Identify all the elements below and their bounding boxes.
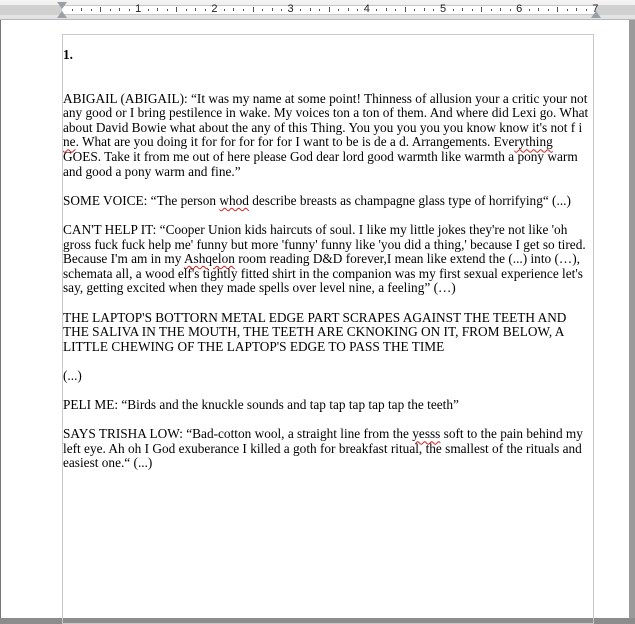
paragraph-text: THE LAPTOP'S BOTTORN METAL EDGE PART SCRAPES AGAINST THE TEETH AND THE SALIVA IN THE MOUTH, THE TEETH ARE CKNOKING ON IT, FROM BELOW, A LITTLE CHEWING OF THE LAPTOP'S EDGE TO PASS THE TIME	[63, 309, 567, 354]
right-indent-marker[interactable]	[591, 11, 601, 18]
ruler-tick	[453, 9, 454, 11]
paragraph-text: “Cooper Union kids haircuts of soul. I like my little jokes they're not like 'oh gross fuck fuck help me' funny but more 'funny' funny like 'you did a thing,' because I get so tired. Because I'm am in my	[63, 221, 586, 267]
ruler-tick	[300, 9, 301, 11]
speaker-label: SOME VOICE:	[63, 192, 148, 208]
ruler-tick	[119, 8, 120, 11]
ruler-tick	[424, 8, 425, 11]
ruler-tick	[338, 9, 339, 11]
ruler-tick	[195, 8, 196, 11]
ruler-number: 6	[516, 3, 523, 15]
paragraph-text: GOES. Take it from me out of here please God dear lord good warmth like warmth a pony warm and good a pony warm and fine.”	[63, 148, 578, 179]
ruler-left-margin	[0, 5, 62, 15]
ruler-tick	[148, 9, 149, 11]
ruler-number: 3	[287, 3, 294, 15]
ruler-tick	[462, 8, 463, 11]
ruler-number: 1	[135, 3, 142, 15]
ruler-tick	[386, 8, 387, 11]
paragraph	[63, 92, 593, 180]
ruler-tick	[348, 8, 349, 11]
speaker-label: CAN'T HELP IT:	[63, 221, 157, 237]
paragraph-text: (...)	[63, 367, 82, 383]
speaker-label: PELI ME:	[63, 397, 119, 413]
ruler-tick	[538, 8, 539, 11]
ruler-tick	[510, 9, 511, 11]
ruler-tick	[491, 9, 492, 11]
paragraph-text: “It was my name at some point! Thinness of allusion your a critic your not any good or I bring pestilence in wake. My voices ton a ton of them. And where did Lexi go. What about David Bowie what about the any of this Thing. You you you you you know know it's not f i	[63, 90, 589, 135]
ruler-tick	[472, 9, 473, 11]
ruler-tick	[253, 7, 254, 12]
ruler-tick	[395, 9, 396, 11]
ruler-tick	[548, 9, 549, 11]
ruler-tick	[405, 7, 406, 12]
paragraph-text: describe breasts as champagne glass type of horrifying“ (...)	[248, 192, 571, 208]
paragraph-text: room reading D&D forever,I mean like extend the (...) into (…), schemata all, a wood elf's tightly fitted shirt in the companion was my first sexual experience let's say, getting excited when they made spells over level nine, a feeling” (…)	[63, 251, 583, 296]
ruler-tick	[586, 9, 587, 11]
misspelled-word[interactable]: rything	[514, 134, 553, 150]
paragraph-list	[63, 92, 593, 471]
misspelled-word[interactable]: whod	[219, 192, 249, 208]
misspelled-word[interactable]: yesss	[412, 426, 441, 442]
ruler-tick	[205, 9, 206, 11]
ruler-tick	[319, 9, 320, 11]
misspelled-word[interactable]: ne	[63, 134, 76, 150]
ruler-tick	[100, 7, 101, 12]
ruler-tick	[110, 9, 111, 11]
ruler-tick	[376, 9, 377, 11]
ruler-tick	[91, 9, 92, 11]
ruler-tick	[567, 9, 568, 11]
ruler-tick	[414, 9, 415, 11]
ruler-tick	[557, 7, 558, 12]
speaker-label: ABIGAIL (ABIGAIL):	[63, 90, 188, 106]
ruler-tick	[357, 9, 358, 11]
ruler-number: 2	[211, 3, 218, 15]
ruler-tick	[329, 7, 330, 12]
ruler-tick	[481, 7, 482, 12]
speaker-label: SAYS TRISHA LOW:	[63, 426, 183, 442]
ruler-tick	[310, 8, 311, 11]
misspelled-word[interactable]: Ashqelon	[183, 251, 235, 267]
document-text[interactable]	[63, 48, 593, 486]
paragraph-text: “The person	[147, 192, 220, 208]
paragraph	[63, 311, 593, 355]
paragraph	[63, 194, 593, 209]
ruler-tick	[186, 9, 187, 11]
ruler-tick	[167, 9, 168, 11]
paragraph-text: “Birds and the knuckle sounds and tap tap tap tap tap the teeth”	[118, 397, 459, 413]
ruler-tick	[281, 9, 282, 11]
left-indent-marker[interactable]	[57, 11, 67, 18]
section-heading: 1.	[63, 47, 73, 62]
ruler-tick	[176, 7, 177, 12]
page-edge	[0, 20, 1, 618]
ruler-right-margin	[596, 5, 635, 15]
ruler-tick	[157, 8, 158, 11]
ruler-tick	[72, 9, 73, 11]
ruler-tick	[500, 8, 501, 11]
ruler-tick	[576, 8, 577, 11]
paragraph	[63, 223, 593, 296]
ruler-number: 5	[439, 3, 447, 15]
ruler-tick	[262, 9, 263, 11]
vertical-scrollbar[interactable]	[629, 20, 635, 618]
paragraph	[63, 398, 593, 413]
ruler-tick	[81, 8, 82, 11]
ruler-tick	[243, 9, 244, 11]
ruler-tick	[129, 9, 130, 11]
first-line-indent-marker[interactable]	[57, 2, 67, 9]
ruler-tick	[233, 8, 234, 11]
paragraph	[63, 369, 593, 384]
ruler-tick	[529, 9, 530, 11]
ruler-tick	[433, 9, 434, 11]
paragraph	[63, 427, 593, 471]
ruler-tick	[224, 9, 225, 11]
ruler-number: 4	[363, 3, 370, 15]
ruler-tick	[272, 8, 273, 11]
paragraph-text: . What are you doing it for for for for for I want to be is de a d. Arrangements. Eve	[75, 134, 515, 150]
paragraph-text: soft to the pain behind my left eye. Ah oh I God exuberance I killed a goth for breakfast ritual, the smallest of the rituals and easiest one.“ (...)	[63, 426, 583, 471]
paragraph-text: “Bad-cotton wool, a straight line from the	[182, 426, 413, 442]
ruler-number: 7	[592, 3, 599, 15]
horizontal-ruler[interactable]	[0, 0, 635, 20]
